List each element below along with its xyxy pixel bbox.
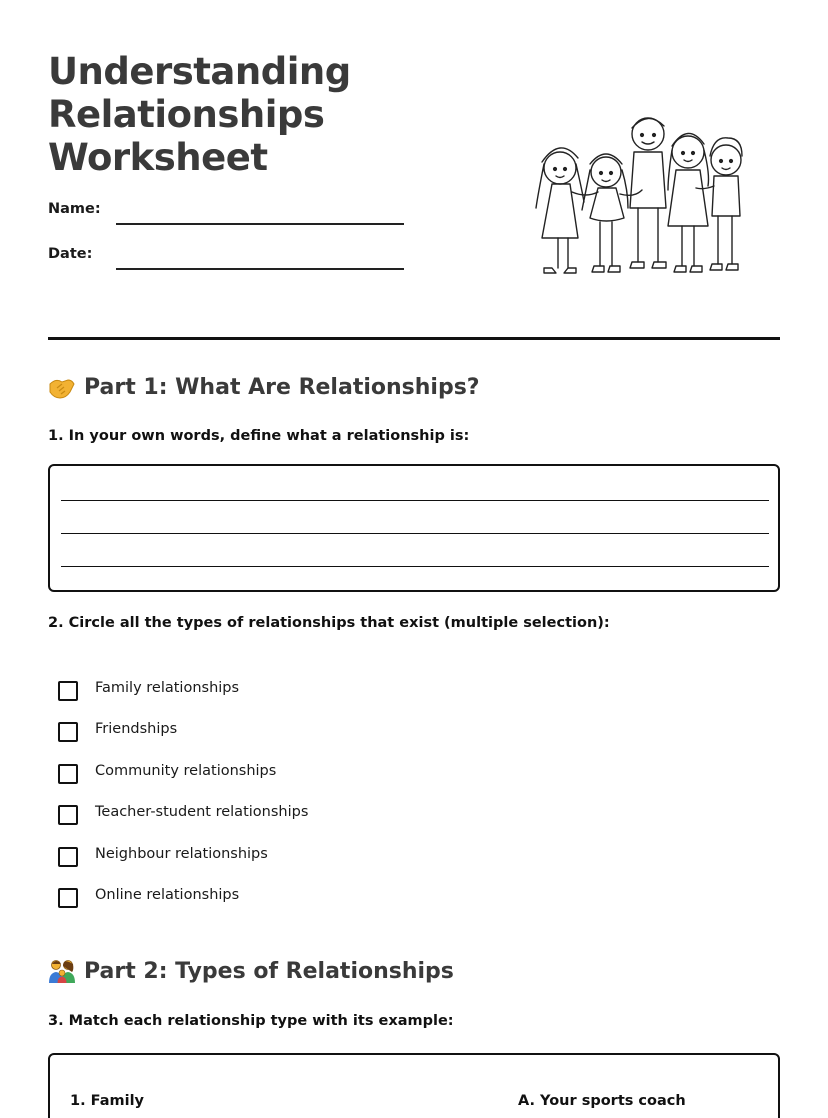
matching-box [48,1053,780,1118]
option-teacher-student[interactable] [58,805,308,825]
child-figure [536,148,598,273]
family-icon [48,958,76,984]
part1-title: Part 1: What Are Relationships? [84,374,480,400]
child-figure [668,133,709,272]
part1-heading [48,374,480,400]
option-online[interactable] [58,888,239,908]
match-right-item[interactable]: A. Your sports coach [518,1093,686,1109]
option-friendships[interactable] [58,722,177,742]
checkbox[interactable] [58,681,78,701]
option-label: Neighbour relationships [95,846,268,862]
checkbox[interactable] [58,888,78,908]
answer-line [61,500,769,501]
definition-answer-box[interactable] [48,464,780,592]
child-figure [630,118,666,268]
date-label: Date: [48,246,93,262]
question-2: 2. Circle all the types of relationships that exist (multiple selection): [48,615,610,631]
name-label: Name: [48,201,101,217]
option-label: Teacher-student relationships [95,804,309,820]
name-field[interactable] [116,223,404,225]
answer-line [61,566,769,567]
option-label: Friendships [95,721,178,737]
worksheet-title: Understanding Relationships Worksheet [48,50,351,179]
part2-heading [48,958,454,984]
handshake-icon [48,374,76,400]
part2-title: Part 2: Types of Relationships [84,958,454,984]
checkbox[interactable] [58,722,78,742]
children-group-illustration [528,112,754,288]
option-label: Online relationships [95,887,240,903]
match-left-item[interactable]: 1. Family [70,1093,144,1109]
answer-line [61,533,769,534]
header-divider [48,337,780,340]
option-community[interactable] [58,764,276,784]
checkbox[interactable] [58,805,78,825]
option-label: Community relationships [95,763,277,779]
option-neighbour[interactable] [58,847,268,867]
option-label: Family relationships [95,680,240,696]
option-family[interactable] [58,681,239,701]
question-3: 3. Match each relationship type with its example: [48,1013,454,1029]
date-field[interactable] [116,268,404,270]
checkbox[interactable] [58,847,78,867]
question-1: 1. In your own words, define what a relationship is: [48,428,470,444]
checkbox[interactable] [58,764,78,784]
